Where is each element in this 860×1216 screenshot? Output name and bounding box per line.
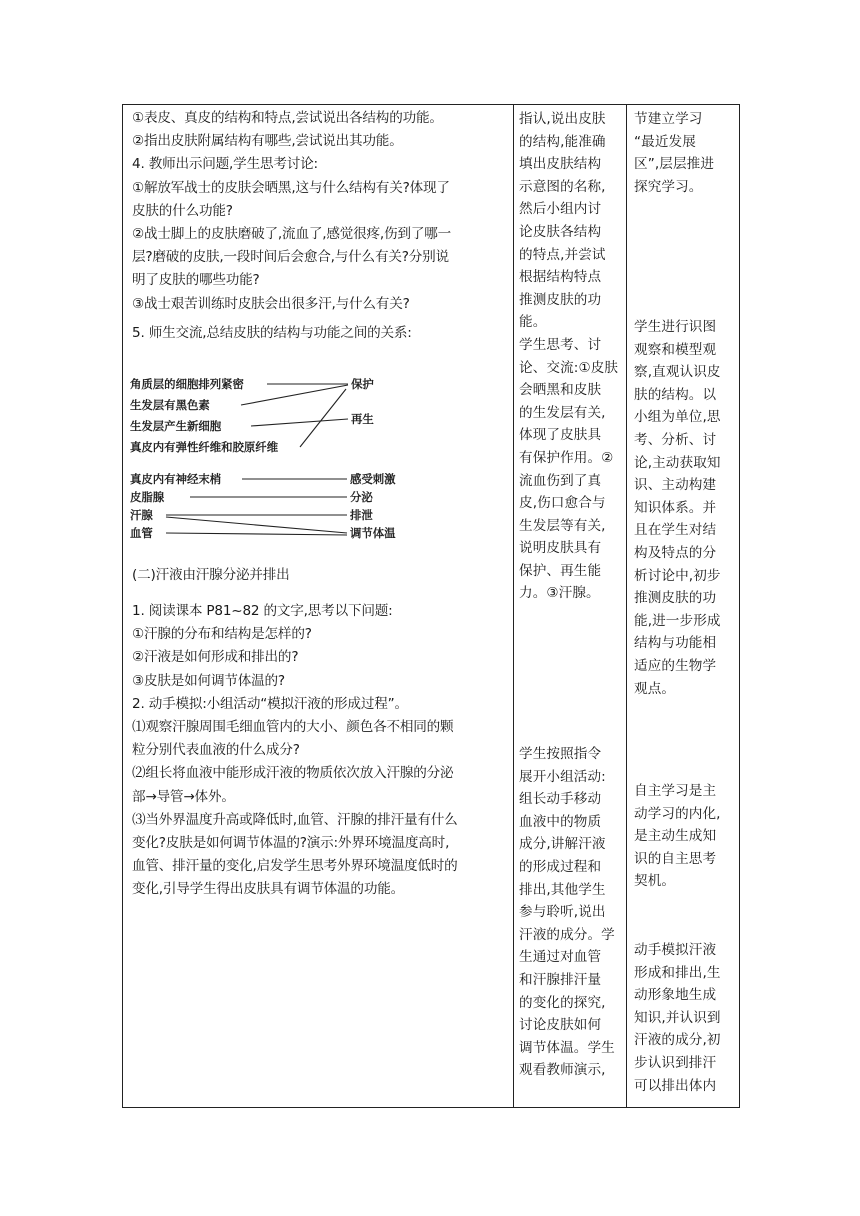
text-line: 观点。 bbox=[634, 680, 676, 697]
text-line: 观看教师演示, bbox=[519, 1062, 606, 1079]
diagram-2-right-item: 分泌 bbox=[350, 490, 373, 504]
design-intent-block bbox=[634, 939, 721, 1097]
text-line: 观察和模型观 bbox=[634, 341, 717, 358]
student-activity-column bbox=[513, 105, 626, 1079]
text-line: 自主学习是主 bbox=[634, 783, 717, 799]
design-intent-block bbox=[634, 316, 721, 700]
student-activity-block bbox=[519, 743, 615, 1082]
text-line: 流血伤到了真 bbox=[519, 472, 602, 489]
text-line: ⑵组长将血液中能形成汗液的物质依次放入汗腺的分泌 bbox=[132, 765, 454, 782]
text-line: 且在学生对结 bbox=[634, 522, 717, 539]
text-line: 粒分别代表血液的什么成分? bbox=[132, 742, 300, 759]
diagram-2-left-item: 皮脂腺 bbox=[130, 490, 165, 504]
text-line: 示意图的名称, bbox=[519, 178, 606, 195]
text-line: 形成和排出,生 bbox=[634, 964, 721, 981]
text-line: 探究学习。 bbox=[634, 178, 703, 195]
diagram-1-left-item: 生发层产生新细胞 bbox=[130, 419, 222, 433]
text-line: 考、分析、讨 bbox=[634, 431, 717, 448]
diagram-2-left-item: 汗腺 bbox=[130, 508, 153, 522]
text-line: 生通过对血管 bbox=[519, 949, 602, 966]
text-line: 汗液的成分。学 bbox=[519, 926, 615, 943]
text-line: 学生思考、讨 bbox=[519, 336, 602, 353]
text-line: 明了皮肤的哪些功能? bbox=[132, 272, 260, 289]
text-line: 识的自主思考 bbox=[634, 850, 717, 867]
content-block-questions bbox=[132, 107, 507, 316]
text-line: 推测皮肤的功 bbox=[519, 291, 602, 308]
text-line: ⑶当外界温度升高或降低时,血管、汗腺的排汗量有什么 bbox=[132, 811, 458, 828]
text-line: 知识体系。并 bbox=[634, 499, 717, 516]
text-line: 汗液的成分,初 bbox=[634, 1032, 721, 1049]
text-line: 动手模拟汗液 bbox=[634, 942, 717, 958]
text-line: 讨论皮肤如何 bbox=[519, 1017, 602, 1034]
text-line: 识、主动构建 bbox=[634, 477, 717, 494]
design-intent-block bbox=[634, 780, 721, 893]
text-line: 析讨论中,初步 bbox=[634, 567, 721, 584]
text-line: 部→导管→体外。 bbox=[132, 788, 235, 805]
text-line: 是主动生成知 bbox=[634, 828, 717, 845]
diagram-1-right-item: 再生 bbox=[351, 412, 374, 426]
text-line: 小组为单位,思 bbox=[634, 409, 721, 426]
text-line: 和汗腺排汗量 bbox=[519, 971, 602, 988]
text-line: 1. 阅读课本 P81~82 的文字,思考以下问题: bbox=[132, 603, 393, 619]
text-line: 可以排出体内 bbox=[634, 1077, 717, 1094]
text-line: ②战士脚上的皮肤磨破了,流血了,感觉很疼,伤到了哪一 bbox=[132, 226, 452, 243]
diagram-2-right-item: 排泄 bbox=[350, 508, 373, 522]
structure-function-diagram-1 bbox=[130, 371, 430, 459]
text-line: 参与聆听,说出 bbox=[519, 904, 606, 921]
diagram-1-left-item: 真皮内有弹性纤维和胶原纤维 bbox=[130, 440, 279, 454]
teaching-content-column bbox=[123, 105, 513, 898]
text-line: 知识,并认识到 bbox=[634, 1009, 721, 1026]
summary-heading: 5. 师生交流,总结皮肤的结构与功能之间的关系: bbox=[132, 324, 412, 341]
text-line: 排出,其他学生 bbox=[519, 881, 606, 898]
text-line: 动学习的内化, bbox=[634, 805, 721, 822]
text-line: 契机。 bbox=[634, 873, 676, 890]
text-line: 然后小组内讨 bbox=[519, 201, 602, 218]
text-line: 调节体温。学生 bbox=[519, 1039, 615, 1056]
text-line: 根据结构特点 bbox=[519, 269, 602, 286]
text-line: ③战士艰苦训练时皮肤会出很多汗,与什么有关? bbox=[132, 295, 410, 312]
text-line: 有保护作用。② bbox=[519, 449, 614, 466]
text-line: 力。③汗腺。 bbox=[519, 585, 600, 602]
text-line: 推测皮肤的功 bbox=[634, 590, 717, 607]
text-line: 的结构,能准确 bbox=[519, 133, 606, 150]
diagram-2-left-item: 真皮内有神经末梢 bbox=[130, 472, 222, 486]
text-line: 动形象地生成 bbox=[634, 987, 717, 1004]
text-line: 节建立学习 bbox=[634, 111, 703, 127]
text-line: 体现了皮肤具 bbox=[519, 427, 602, 444]
text-line: “最近发展 bbox=[634, 133, 696, 150]
text-line: 血液中的物质 bbox=[519, 813, 602, 830]
text-line: 步认识到排汗 bbox=[634, 1054, 717, 1071]
text-line: 的生发层有关, bbox=[519, 404, 606, 421]
text-line: 察,直观认识皮 bbox=[634, 364, 721, 381]
structure-function-diagram-2 bbox=[130, 469, 430, 549]
text-line: ①解放军战士的皮肤会晒黑,这与什么结构有关?体现了 bbox=[132, 179, 450, 196]
lesson-table bbox=[122, 104, 740, 1108]
design-intent-column bbox=[626, 105, 741, 1094]
text-line: 能。 bbox=[519, 314, 547, 331]
text-line: 区”,层层推进 bbox=[634, 156, 715, 173]
content-block-sweat bbox=[132, 600, 458, 902]
text-line: 的形成过程和 bbox=[519, 858, 602, 875]
text-line: 组长动手移动 bbox=[519, 791, 602, 808]
text-line: ①表皮、真皮的结构和特点,尝试说出各结构的功能。 bbox=[132, 110, 443, 126]
text-line: 的变化的探究, bbox=[519, 994, 606, 1011]
text-line: 变化?皮肤是如何调节体温的?演示:外界环境温度高时, bbox=[132, 835, 450, 852]
design-intent-block bbox=[634, 108, 738, 198]
text-line: 保护、再生能 bbox=[519, 562, 602, 579]
text-line: ②汗液是如何形成和排出的? bbox=[132, 649, 299, 666]
text-line: 结构与功能相 bbox=[634, 635, 717, 652]
text-line: 血管、排汗量的变化,启发学生思考外界环境温度低时的 bbox=[132, 858, 458, 875]
text-line: ③皮肤是如何调节体温的? bbox=[132, 672, 285, 689]
text-line: 填出皮肤结构 bbox=[519, 156, 602, 173]
text-line: (二)汗液由汗腺分泌并排出 bbox=[132, 567, 290, 583]
text-line: 构及特点的分 bbox=[634, 544, 717, 561]
diagram-1-right-item: 保护 bbox=[351, 377, 374, 391]
text-line: 能,进一步形成 bbox=[634, 612, 721, 629]
text-line: 会晒黑和皮肤 bbox=[519, 382, 602, 399]
text-line: 说明皮肤具有 bbox=[519, 540, 602, 557]
text-line: ⑴观察汗腺周围毛细血管内的大小、颜色各不相同的颗 bbox=[132, 719, 454, 736]
text-line: 变化,引导学生得出皮肤具有调节体温的功能。 bbox=[132, 881, 404, 898]
diagram-1-left-item: 生发层有黑色素 bbox=[130, 398, 210, 412]
text-line: 肤的结构。以 bbox=[634, 386, 717, 403]
diagram-2-left-item: 血管 bbox=[130, 526, 153, 540]
text-line: 层?磨破的皮肤,一段时间后会愈合,与什么有关?分别说 bbox=[132, 249, 449, 266]
text-line: 4. 教师出示问题,学生思考讨论: bbox=[132, 156, 318, 173]
text-line: 皮,伤口愈合与 bbox=[519, 495, 606, 512]
text-line: 论皮肤各结构 bbox=[519, 223, 602, 240]
text-line: 2. 动手模拟:小组活动“模拟汗液的形成过程”。 bbox=[132, 695, 408, 712]
text-line: 论,主动获取知 bbox=[634, 454, 721, 471]
text-line: 的特点,并尝试 bbox=[519, 246, 606, 263]
text-line: 生发层等有关, bbox=[519, 517, 606, 534]
text-line: ①汗腺的分布和结构是怎样的? bbox=[132, 626, 312, 643]
diagram-1-left-item: 角质层的细胞排列紧密 bbox=[130, 377, 244, 391]
text-line: 皮肤的什么功能? bbox=[132, 202, 233, 219]
diagram-2-right-item: 调节体温 bbox=[350, 526, 396, 540]
section-heading bbox=[132, 564, 290, 587]
text-line: 学生按照指令 bbox=[519, 746, 602, 762]
student-activity-block bbox=[519, 108, 623, 605]
column-divider bbox=[626, 105, 627, 1107]
text-line: 适应的生物学 bbox=[634, 657, 717, 674]
text-line: 成分,讲解汗液 bbox=[519, 836, 606, 853]
text-line: ②指出皮肤附属结构有哪些,尝试说出其功能。 bbox=[132, 133, 403, 150]
text-line: 展开小组活动: bbox=[519, 768, 606, 785]
text-line: 指认,说出皮肤 bbox=[519, 111, 606, 127]
text-line: 学生进行识图 bbox=[634, 319, 717, 335]
text-line: 论、交流:①皮肤 bbox=[519, 359, 619, 376]
diagram-2-right-item: 感受刺激 bbox=[350, 472, 396, 486]
